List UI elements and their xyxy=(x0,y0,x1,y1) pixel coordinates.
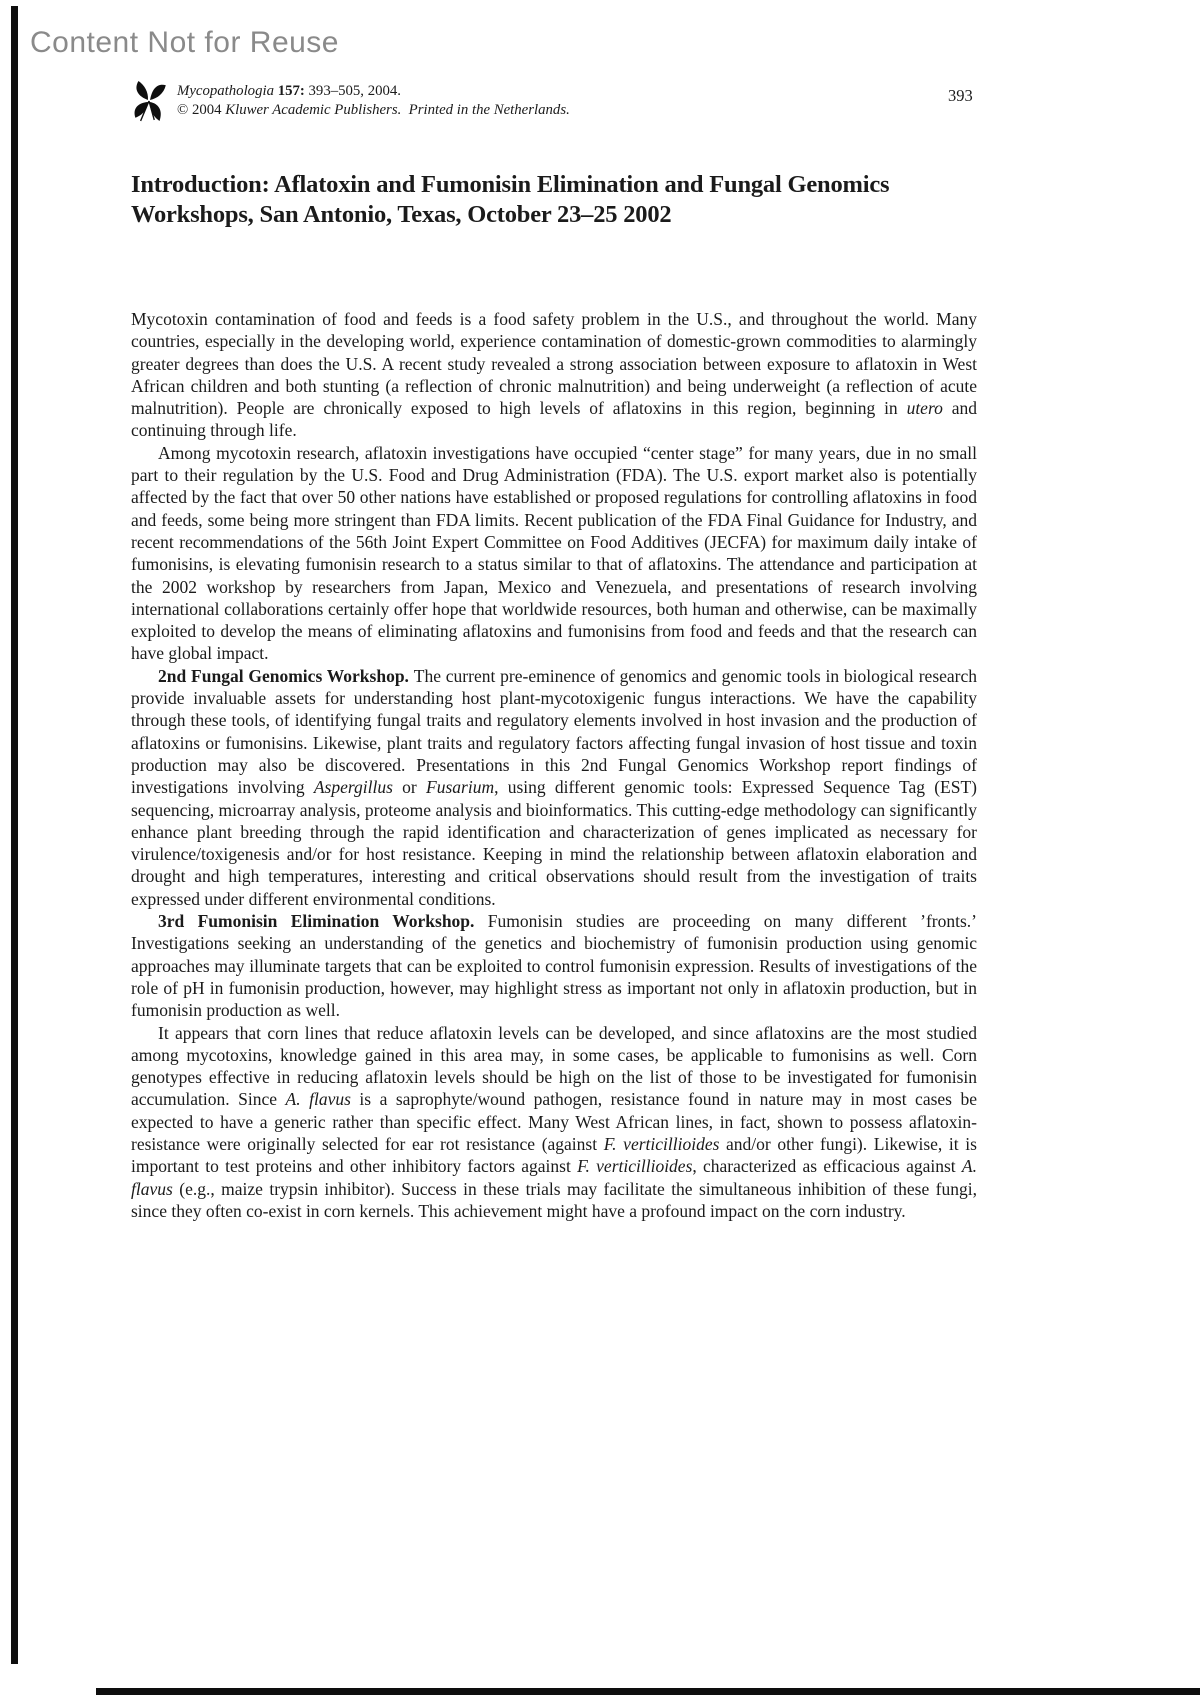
text-run: F. verticillioides xyxy=(603,1133,720,1154)
paper-body xyxy=(131,308,977,1222)
journal-citation xyxy=(177,82,570,101)
body-paragraph xyxy=(131,442,977,665)
text-run: , using different genomic tools: Expressed Sequence Tag (EST) sequencing, microarray analysis, proteome analysis and bioinformatics. This cutting-edge methodology can significantly enhance plant breeding through the rapid identification and characterization of genes implicated as necessary for virulence/toxigenesis and/or for host resistance. Keeping in mind the relationship between aflatoxin elaboration and drought and high temperatures, interesting and critical observations should result from the investigation of traits expressed under different environmental conditions. xyxy=(131,777,977,909)
watermark: Content Not for Reuse xyxy=(30,26,339,59)
body-paragraph xyxy=(131,1022,977,1223)
body-paragraph xyxy=(131,665,977,910)
text-run: F. verticillioides xyxy=(577,1156,693,1177)
text-run: 393–505, 2004. xyxy=(308,83,401,99)
text-run: 3rd Fumonisin Elimination Workshop. xyxy=(158,911,488,932)
journal-header xyxy=(177,82,570,120)
text-run: Aspergillus xyxy=(313,777,393,798)
text-run: Kluwer Academic Publishers. Printed in the Netherlands. xyxy=(225,102,570,118)
body-paragraph xyxy=(131,910,977,1021)
text-run: A. flavus xyxy=(285,1089,351,1110)
text-run: It appears that corn lines that reduce aflatoxin levels can be developed, and since aflatoxins are the most studied among mycotoxins, knowledge gained in this area may, in some cases, be applicable to fumonisins as well. Corn genotypes effective in reducing aflatoxin levels should be high on the list of those to be investigated for fumonisin accumulation. Since xyxy=(131,1022,977,1110)
paper-title: Introduction: Aflatoxin and Fumonisin Elimination and Fungal Genomics Workshops, San Antonio, Texas, October 23–25 2002 xyxy=(131,171,890,228)
text-run: Mycopathologia xyxy=(177,83,278,99)
text-run: 2nd Fungal Genomics Workshop. xyxy=(158,665,414,686)
kluwer-publisher-logo-icon xyxy=(130,80,168,122)
text-run: (e.g., maize trypsin inhibitor). Success in these trials may facilitate the simultaneous inhibition of these fungi, since they often co-exist in corn kernels. This achievement might have a profound impact on the corn industry. xyxy=(131,1178,977,1221)
text-run: A. flavus xyxy=(131,1156,977,1199)
page-number: 393 xyxy=(948,86,973,105)
scan-artifact-bottom-bar xyxy=(96,1688,1200,1695)
text-run: or xyxy=(392,777,427,798)
text-run: Fumonisin studies are proceeding on many different ’fronts.’ Investigations seeking an understanding of the genetics and biochemistry of fumonisin production using genomic approaches may illuminate targets that can be exploited to control fumonisin expression. Results of investigations of the role of pH in fumonisin production, however, may highlight stress as important not only in aflatoxin production, but in fumonisin production as well. xyxy=(131,911,977,1021)
scan-artifact-left-bar xyxy=(11,6,18,1664)
text-run: Fusarium xyxy=(426,777,495,798)
text-run: and continuing through life. xyxy=(131,398,977,441)
text-run: Among mycotoxin research, aflatoxin investigations have occupied “center stage” for many years, due in no small part to their regulation by the U.S. Food and Drug Administration (FDA). The U.S. export market also is potentially affected by the fact that over 50 other nations have established or proposed regulations for controlling aflatoxins in food and feeds, some being more stringent than FDA limits. Recent publication of the FDA Final Guidance for Industry, and recent recommendations of the 56th Joint Expert Committee on Food Additives (JECFA) for maximum daily intake of fumonisins, is elevating fumonisin research to a status similar to that of aflatoxins. The attendance and participation at the 2002 workshop by researchers from Japan, Mexico and Venezuela, and presentations of research involving international collaborations certainly offer hope that worldwide resources, both human and otherwise, can be maximally exploited to develop the means of eliminating aflatoxins and fumonisins from food and feeds and that the research can have global impact. xyxy=(131,442,977,664)
text-run: is a saprophyte/wound pathogen, resistance found in nature may in most cases be expected to have a generic rather than specific effect. Many West African lines, in fact, shown to possess aflatoxin-resistance were originally selected for ear rot resistance (against xyxy=(131,1089,977,1154)
text-run: 157: xyxy=(277,83,309,99)
text-run: , characterized as efficacious against xyxy=(692,1156,962,1177)
text-run: Mycotoxin contamination of food and feeds is a food safety problem in the U.S., and throughout the world. Many countries, especially in the developing world, experience contamination of domestic-grown commodities to alarmingly greater degrees than does the U.S. A recent study revealed a strong association between exposure to aflatoxin in West African children and both stunting (a reflection of chronic malnutrition) and being underweight (a reflection of acute malnutrition). People are chronically exposed to high levels of aflatoxins in this region, beginning in xyxy=(131,309,977,419)
text-run: © 2004 xyxy=(177,102,226,118)
body-paragraph xyxy=(131,308,977,442)
text-run: and/or other fungi). Likewise, it is important to test proteins and other inhibitory factors against xyxy=(131,1133,977,1177)
text-run: utero xyxy=(906,398,943,419)
copyright-notice xyxy=(177,101,570,120)
text-run: The current pre-eminence of genomics and genomic tools in biological research provide invaluable assets for understanding host plant-mycotoxigenic fungus interactions. We have the capability through these tools, of identifying fungal traits and regulatory elements involved in host invasion and the production of aflatoxins or fumonisins. Likewise, plant traits and regulatory factors affecting fungal invasion of host tissue and toxin production may also be discovered. Presentations in this 2nd Fungal Genomics Workshop report findings of investigations involving xyxy=(131,665,978,798)
